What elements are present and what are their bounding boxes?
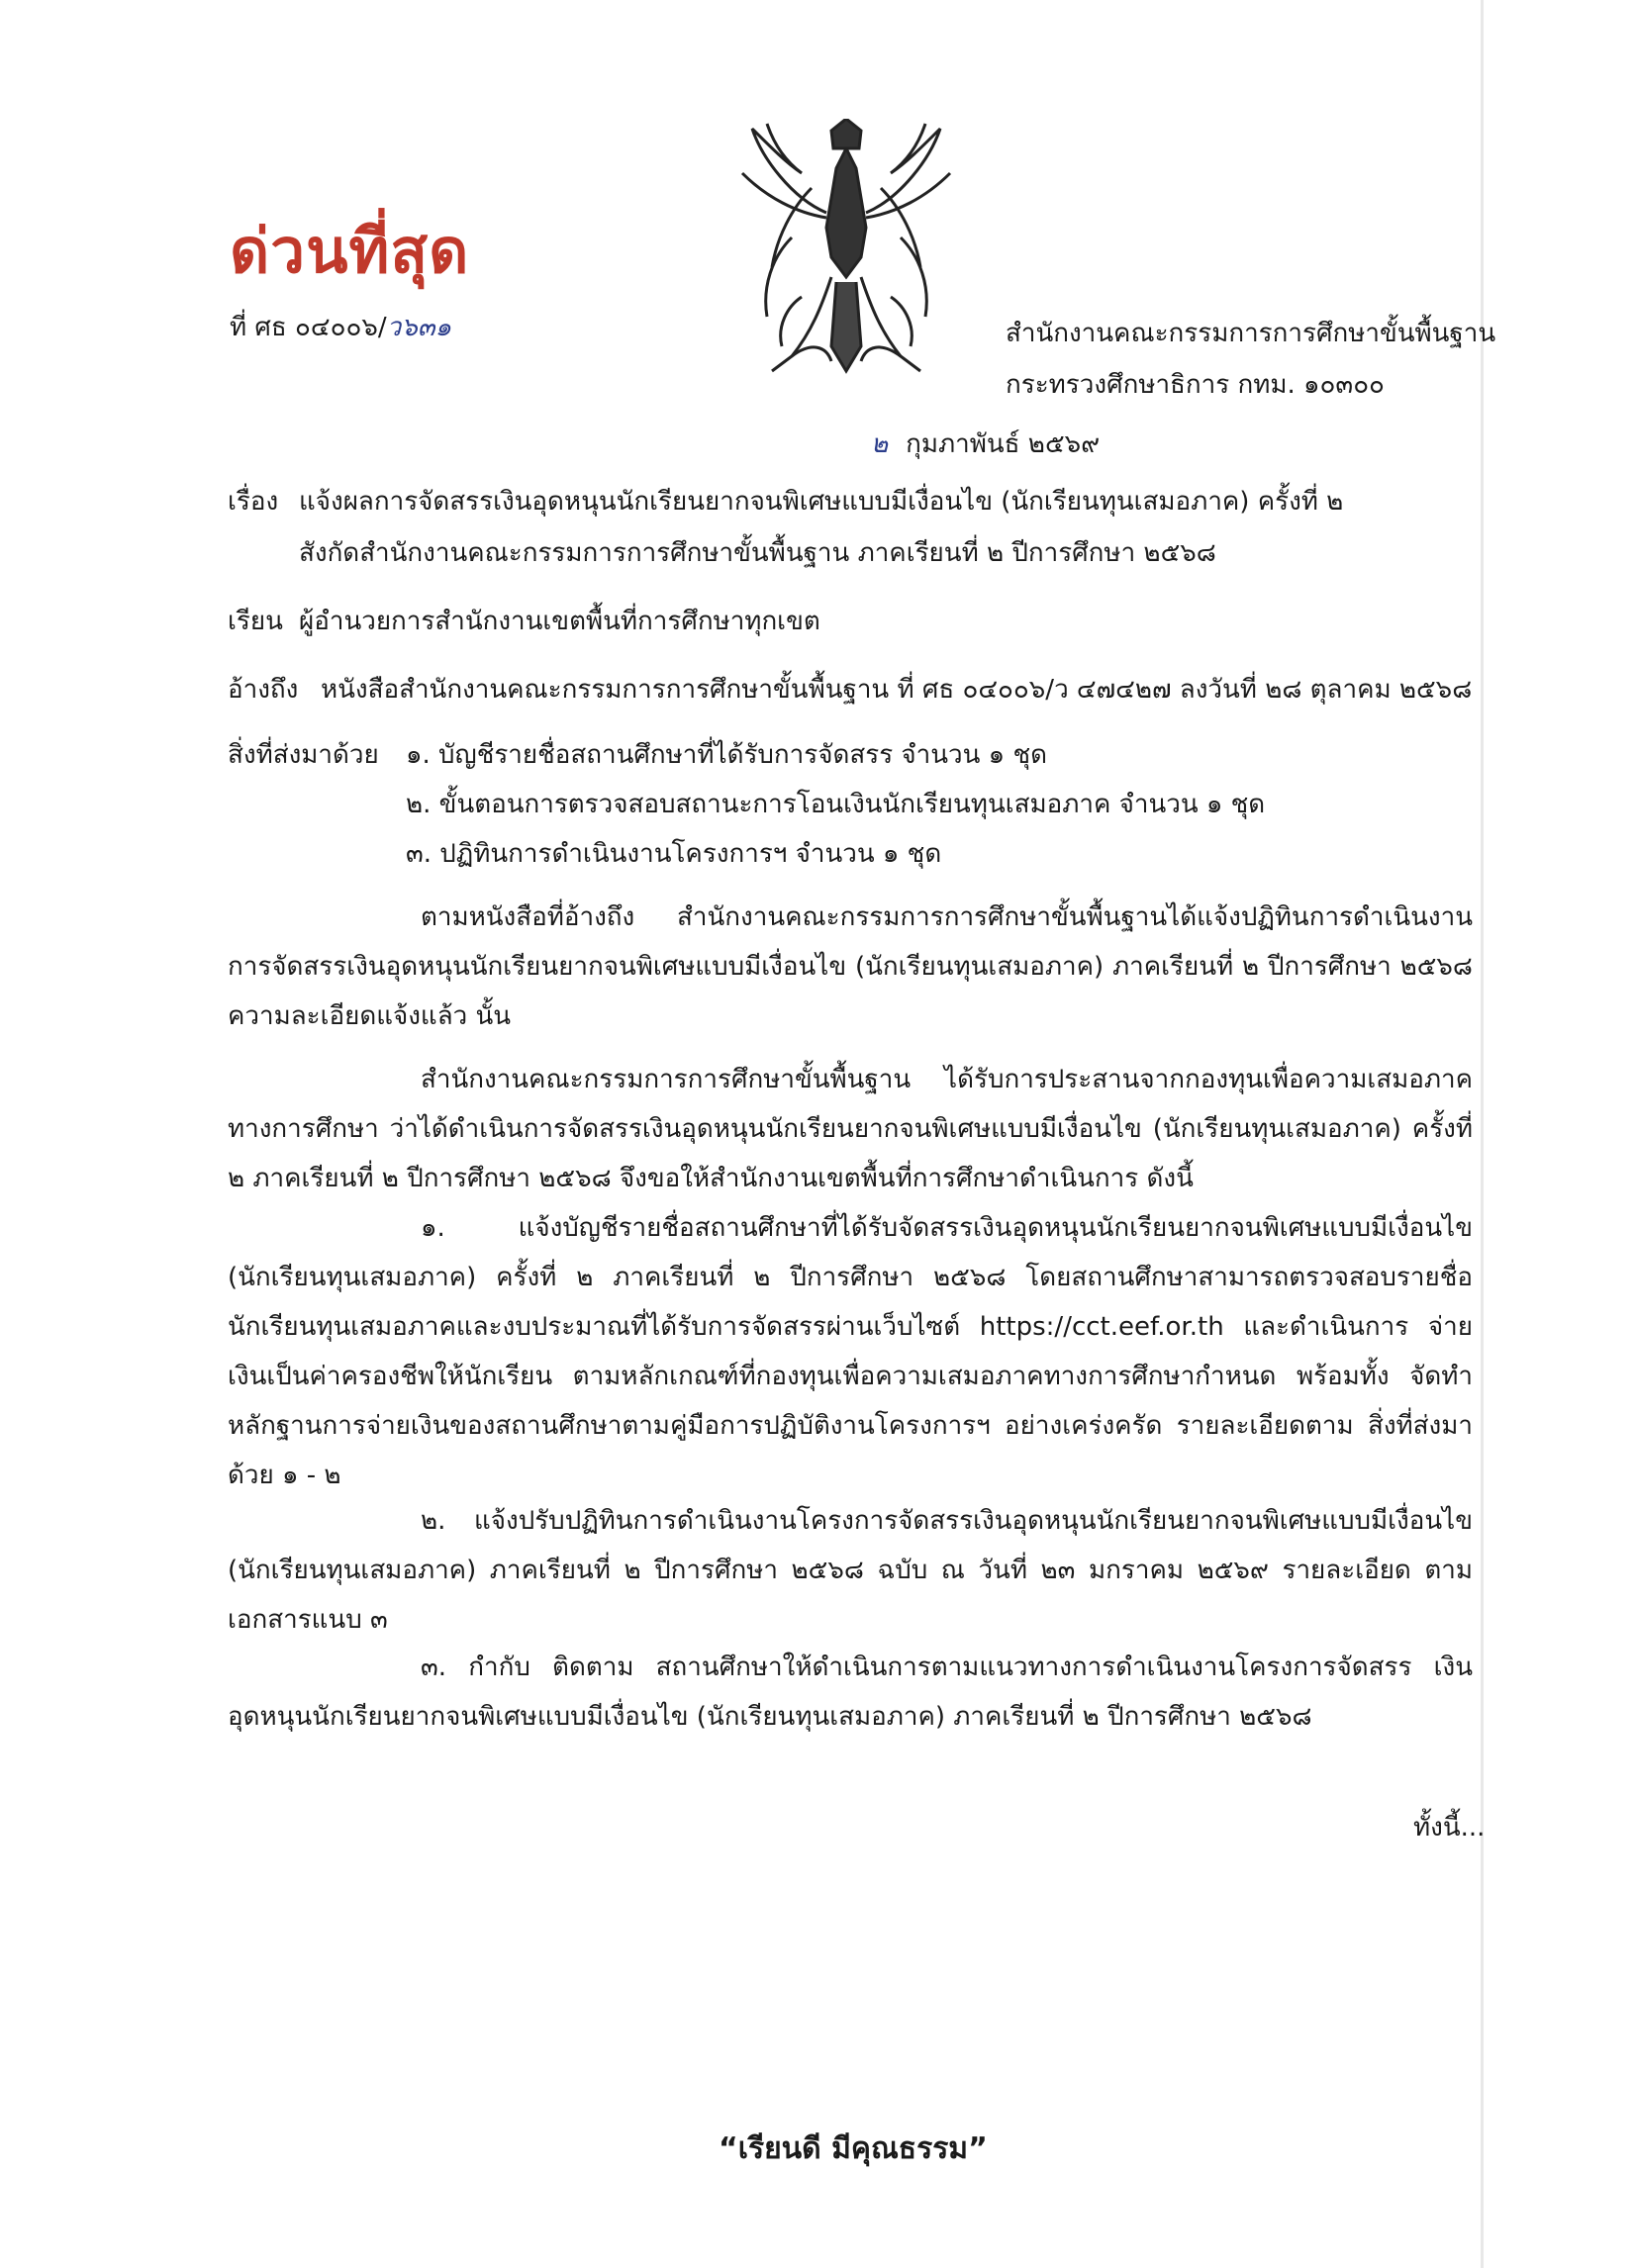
document-date	[871, 424, 1100, 464]
enclosure-item: ๒. ขั้นตอนการตรวจสอบสถานะการโอนเงินนักเรียนทุนเสมอภาค จำนวน ๑ ชุด	[406, 790, 1266, 819]
action-item-2	[228, 1496, 1473, 1645]
enclosure-item: ๑. บัญชีรายชื่อสถานศึกษาที่ได้รับการจัดสรร จำนวน ๑ ชุด	[406, 740, 1047, 770]
subject-line-1	[228, 477, 1343, 526]
date-month-year: กุมภาพันธ์ ๒๕๖๙	[906, 429, 1101, 459]
addressee-label: เรียน	[228, 607, 283, 636]
subject-line-2: สังกัดสำนักงานคณะกรรมการการศึกษาขั้นพื้นฐาน ภาคเรียนที่ ๒ ปีการศึกษา ๒๕๖๘	[299, 538, 1216, 568]
subject-text-1: แจ้งผลการจัดสรรเงินอุดหนุนนักเรียนยากจนพิเศษแบบมีเงื่อนไข (นักเรียนทุนเสมอภาค) ครั้งที่ ๒	[299, 487, 1344, 517]
reference-text: หนังสือสำนักงานคณะกรรมการการศึกษาขั้นพื้นฐาน ที่ ศธ ๐๔๐๐๖/ว ๔๗๔๒๗ ลงวันที่ ๒๘ ตุลาคม ๒๕๖๘	[321, 675, 1473, 705]
body-paragraph-1	[228, 893, 1473, 1041]
action-item-3	[228, 1643, 1473, 1742]
document-number-prefix: ที่ ศธ ๐๔๐๐๖/	[230, 313, 387, 342]
date-day-handwritten: ๒	[871, 429, 889, 459]
reference	[228, 665, 1472, 714]
body-paragraph-2	[228, 1055, 1473, 1203]
document-number-handwritten: ว๖๓๑	[386, 313, 451, 342]
action-item-2-text: ๒. แจ้งปรับปฏิทินการดำเนินงานโครงการจัดสรรเงินอุดหนุนนักเรียนยากจนพิเศษแบบมีเงื่อนไข (นักเรียนทุนเสมอภาค) ภาคเรียนที่ ๒ ปีการศึกษา ๒๕๖๘ ฉบับ ณ วันที่ ๒๓ มกราคม ๒๕๖๙ รายละเอียด ตามเอกสารแนบ ๓	[228, 1506, 1473, 1635]
garuda-emblem-icon	[732, 119, 960, 376]
action-item-1	[228, 1203, 1473, 1500]
body-paragraph-2-text: สำนักงานคณะกรรมการการศึกษาขั้นพื้นฐาน ได้รับการประสานจากกองทุนเพื่อความเสมอภาค ทางการศึกษา ว่าได้ดำเนินการจัดสรรเงินอุดหนุนนักเรียนยากจนพิเศษแบบมีเงื่อนไข (นักเรียนทุนเสมอภาค) ครั้งที่ ๒ ภาคเรียนที่ ๒ ปีการศึกษา ๒๕๖๘ จึงขอให้สำนักงานเขตพื้นที่การศึกษาดำเนินการ ดังนี้	[228, 1065, 1473, 1193]
addressee	[228, 597, 820, 646]
enclosures-label: สิ่งที่ส่งมาด้วย	[228, 740, 379, 770]
urgency-stamp: ด่วนที่สุด	[230, 215, 470, 287]
action-item-3-text: ๓. กำกับ ติดตาม สถานศึกษาให้ดำเนินการตามแนวทางการดำเนินงานโครงการจัดสรร เงินอุดหนุนนักเรียนยากจนพิเศษแบบมีเงื่อนไข (นักเรียนทุนเสมอภาค) ภาคเรียนที่ ๒ ปีการศึกษา ๒๕๖๘	[228, 1653, 1473, 1732]
action-item-1-text: ๑. แจ้งบัญชีรายชื่อสถานศึกษาที่ได้รับจัดสรรเงินอุดหนุนนักเรียนยากจนพิเศษแบบมีเงื่อนไข (นักเรียนทุนเสมอภาค) ครั้งที่ ๒ ภาคเรียนที่ ๒ ปีการศึกษา ๒๕๖๘ โดยสถานศึกษาสามารถตรวจสอบรายชื่อ นักเรียนทุนเสมอภาคและงบประมาณที่ได้รับการจัดสรรผ่านเว็บไซต์ https://cct.eef.or.th และดำเนินการ จ่ายเงินเป็นค่าครองชีพให้นักเรียน ตามหลักเกณฑ์ที่กองทุนเพื่อความเสมอภาคทางการศึกษากำหนด พร้อมทั้ง จัดทำหลักฐานการจ่ายเงินของสถานศึกษาตามคู่มือการปฏิบัติงานโครงการฯ อย่างเคร่งครัด รายละเอียดตาม สิ่งที่ส่งมาด้วย ๑ - ๒	[228, 1213, 1473, 1490]
addressee-text: ผู้อำนวยการสำนักงานเขตพื้นที่การศึกษาทุกเขต	[299, 607, 820, 636]
document-number	[230, 307, 451, 347]
issuing-organization: สำนักงานคณะกรรมการการศึกษาขั้นพื้นฐาน	[1006, 319, 1496, 348]
motto: “เรียนดี มีคุณธรรม”	[719, 2131, 988, 2166]
reference-label: อ้างถึง	[228, 675, 299, 705]
body-paragraph-1-text: ตามหนังสือที่อ้างถึง สำนักงานคณะกรรมการการศึกษาขั้นพื้นฐานได้แจ้งปฏิทินการดำเนินงาน การจัดสรรเงินอุดหนุนนักเรียนยากจนพิเศษแบบมีเงื่อนไข (นักเรียนทุนเสมอภาค) ภาคเรียนที่ ๒ ปีการศึกษา ๒๕๖๘ ความละเอียดแจ้งแล้ว นั้น	[228, 902, 1473, 1031]
continued-marker: ทั้งนี้...	[1413, 1813, 1486, 1843]
subject-label: เรื่อง	[228, 487, 279, 517]
enclosure-item: ๓. ปฏิทินการดำเนินงานโครงการฯ จำนวน ๑ ชุด	[406, 839, 942, 869]
issuing-ministry-address: กระทรวงศึกษาธิการ กทม. ๑๐๓๐๐	[1006, 370, 1385, 400]
